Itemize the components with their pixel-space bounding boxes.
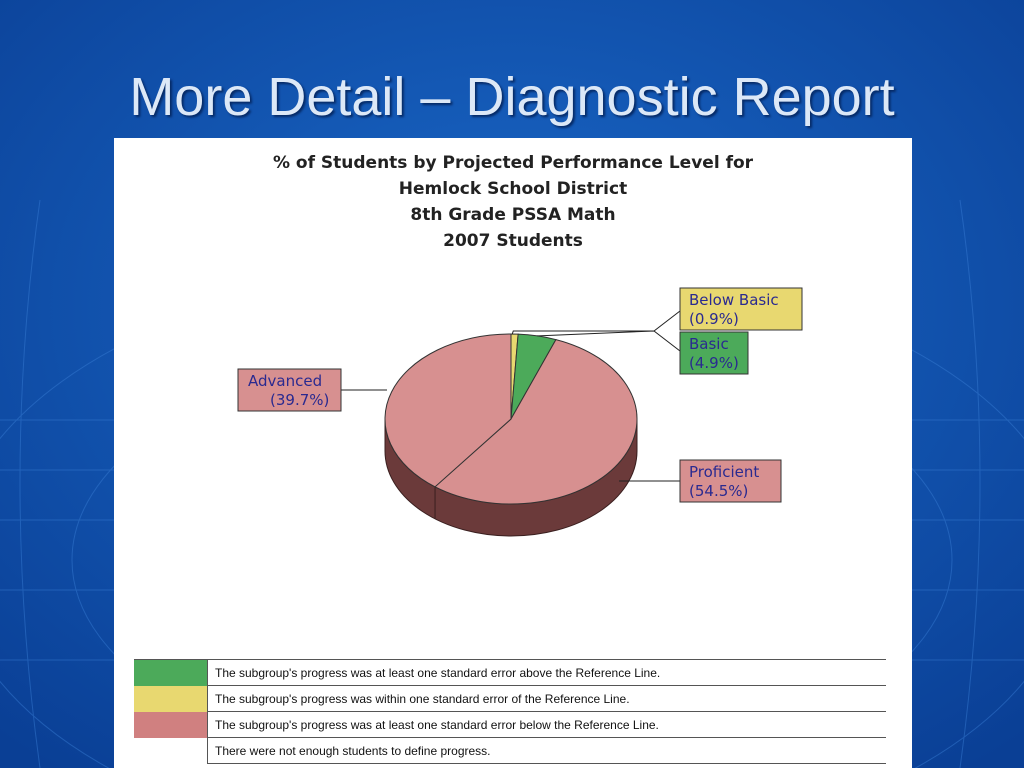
legend-row: [134, 738, 886, 764]
legend-swatch-below: [134, 712, 208, 738]
label-name-proficient: Proficient: [689, 463, 760, 481]
chart-title-line-1: % of Students by Projected Performance Level for: [272, 153, 754, 173]
progress-legend: [134, 659, 886, 764]
label-value-proficient: (54.5%): [689, 482, 749, 500]
report-panel: [114, 138, 912, 768]
legend-text: There were not enough students to define progress.: [208, 738, 887, 764]
slide-title: More Detail – Diagnostic Report: [129, 67, 895, 127]
legend-row: [134, 686, 886, 712]
label-name-basic: Basic: [689, 335, 729, 353]
pie-chart: [114, 138, 912, 638]
label-value-basic: (4.9%): [689, 354, 739, 372]
legend-swatch-within: [134, 686, 208, 712]
label-name-advanced: Advanced: [248, 372, 323, 390]
legend-text: The subgroup's progress was within one standard error of the Reference Line.: [208, 686, 887, 712]
chart-title-line-2: Hemlock School District: [398, 179, 628, 199]
legend-swatch-insufficient: [134, 738, 208, 764]
legend-text: The subgroup's progress was at least one standard error below the Reference Line.: [208, 712, 887, 738]
legend-row: [134, 660, 886, 686]
chart-title-line-4: 2007 Students: [443, 231, 583, 251]
leader-line-below-basic: [512, 311, 680, 334]
legend-text: The subgroup's progress was at least one standard error above the Reference Line.: [208, 660, 887, 686]
label-name-below-basic: Below Basic: [689, 291, 779, 309]
label-value-below-basic: (0.9%): [689, 310, 739, 328]
legend-swatch-above: [134, 660, 208, 686]
label-value-advanced: (39.7%): [270, 391, 330, 409]
chart-title-line-3: 8th Grade PSSA Math: [410, 205, 616, 225]
legend-row: [134, 712, 886, 738]
